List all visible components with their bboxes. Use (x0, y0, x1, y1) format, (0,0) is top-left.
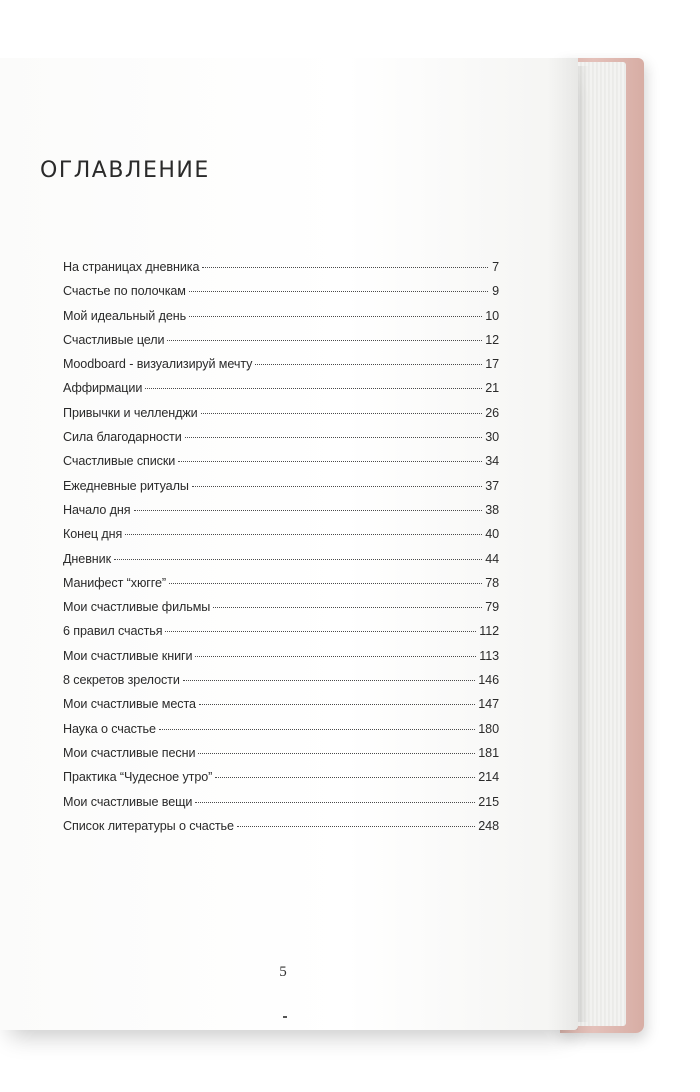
toc-entry (63, 770, 499, 794)
toc-entry (63, 576, 499, 600)
toc-leader-dots (169, 583, 482, 584)
toc-leader-dots (165, 631, 476, 632)
toc-leader-dots (195, 802, 475, 803)
toc-entry-page: 21 (485, 381, 499, 396)
toc-entry (63, 795, 499, 819)
toc-entry (63, 722, 499, 746)
toc-entry-title: Сила благодарности (63, 430, 182, 445)
toc-leader-dots (255, 364, 482, 365)
toc-leader-dots (201, 413, 483, 414)
toc-entry-title: Манифест “хюгге” (63, 575, 166, 590)
toc-leader-dots (237, 826, 475, 827)
toc-entry-title: Мои счастливые книги (63, 648, 193, 663)
toc-entry-title: Мои счастливые фильмы (63, 600, 211, 615)
toc-leader-dots (114, 559, 482, 560)
toc-entry-page: 40 (485, 527, 499, 542)
footer-mark (283, 1016, 287, 1018)
toc-entry-title: Конец дня (63, 527, 123, 542)
toc-entry-page: 26 (485, 405, 499, 420)
toc-entry (63, 284, 499, 308)
toc-entry-page: 180 (478, 721, 499, 736)
toc-leader-dots (183, 680, 476, 681)
toc-entry-title: Привычки и челленджи (63, 405, 198, 420)
toc-entry-page: 17 (485, 357, 499, 372)
toc-entry (63, 454, 499, 478)
toc-entry-title: Мои счастливые песни (63, 745, 196, 760)
toc-entry-title: Аффирмации (63, 381, 143, 396)
toc-entry (63, 649, 499, 673)
toc-leader-dots (192, 486, 482, 487)
toc-entry-page: 181 (478, 745, 499, 760)
toc-entry-title: Мои счастливые места (63, 697, 196, 712)
toc-entry-title: Мои счастливые вещи (63, 794, 193, 809)
toc-entry-title: 8 секретов зрелости (63, 673, 180, 688)
toc-entry-page: 38 (485, 502, 499, 517)
toc-leader-dots (195, 656, 476, 657)
toc-entry (63, 357, 499, 381)
toc-leader-dots (145, 388, 482, 389)
toc-entry-title: Счастье по полочкам (63, 284, 186, 299)
toc-entry (63, 673, 499, 697)
toc-entry-page: 10 (485, 308, 499, 323)
toc-entry-title: Список литературы о счастье (63, 818, 234, 833)
toc-entry-page: 44 (485, 551, 499, 566)
toc-entry-page: 248 (478, 818, 499, 833)
page-number: 5 (279, 964, 287, 980)
toc-entry (63, 746, 499, 770)
toc-entry-title: Ежедневные ритуалы (63, 478, 189, 493)
toc-leader-dots (199, 704, 475, 705)
toc-entry (63, 406, 499, 430)
toc-entry-page: 37 (485, 478, 499, 493)
toc-entry-page: 112 (479, 624, 499, 639)
toc-entry (63, 381, 499, 405)
toc-entry (63, 309, 499, 333)
toc-leader-dots (213, 607, 482, 608)
toc-entry-title: Практика “Чудесное утро” (63, 770, 213, 785)
toc-leader-dots (185, 437, 483, 438)
toc-entry-page: 147 (478, 697, 499, 712)
toc-entry (63, 333, 499, 357)
toc-entry-title: Дневник (63, 551, 111, 566)
toc-entry-title: Счастливые цели (63, 332, 165, 347)
toc-entry (63, 552, 499, 576)
toc-entry (63, 819, 499, 843)
toc-entry-page: 113 (479, 648, 499, 663)
toc-entry-page: 146 (478, 673, 499, 688)
toc-leader-dots (125, 534, 482, 535)
toc-entry-page: 34 (485, 454, 499, 469)
toc-entry (63, 624, 499, 648)
toc-entry-title: Начало дня (63, 502, 131, 517)
toc-entry-page: 214 (478, 770, 499, 785)
toc-leader-dots (167, 340, 482, 341)
toc-entry-title: Мой идеальный день (63, 308, 187, 323)
toc-entry (63, 260, 499, 284)
toc-entry (63, 600, 499, 624)
toc-entry (63, 697, 499, 721)
toc-entry-page: 30 (485, 430, 499, 445)
toc-entry (63, 503, 499, 527)
toc-entry-title: На страницах дневника (63, 260, 200, 274)
toc-leader-dots (198, 753, 475, 754)
toc-leader-dots (202, 267, 488, 268)
toc-entry-title: Счастливые списки (63, 454, 176, 469)
toc-entry (63, 479, 499, 503)
toc-entry-title: Moodboard - визуализируй мечту (63, 357, 253, 372)
toc-leader-dots (134, 510, 483, 511)
table-of-contents (63, 260, 499, 843)
toc-entry-page: 7 (492, 260, 499, 274)
page-gutter-shadow (548, 58, 578, 1030)
toc-leader-dots (178, 461, 482, 462)
toc-entry-title: Наука о счастье (63, 721, 156, 736)
toc-leader-dots (189, 291, 488, 292)
toc-entry-title: 6 правил счастья (63, 624, 163, 639)
toc-entry-page: 78 (485, 575, 499, 590)
toc-entry-page: 9 (492, 284, 499, 299)
toc-entry (63, 527, 499, 551)
toc-entry-page: 12 (485, 332, 499, 347)
page-title: ОГЛАВЛЕНИЕ (40, 158, 210, 183)
toc-leader-dots (215, 777, 475, 778)
toc-entry-page: 215 (478, 794, 499, 809)
toc-leader-dots (159, 729, 475, 730)
toc-entry-page: 79 (485, 600, 499, 615)
toc-leader-dots (189, 316, 482, 317)
toc-entry (63, 430, 499, 454)
